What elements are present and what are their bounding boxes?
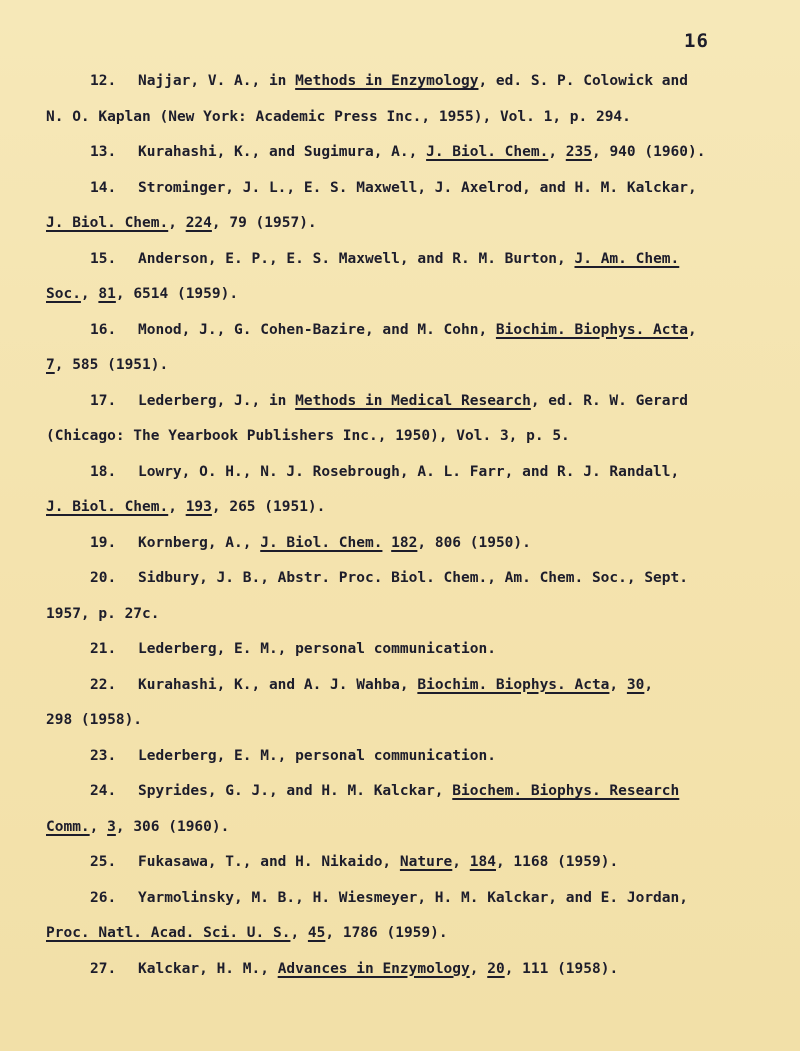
- citation-text: ,: [687, 321, 697, 338]
- underlined-citation-text: Nature: [399, 854, 453, 870]
- reference-number: 12.: [90, 73, 117, 89]
- citation-text: ,: [290, 925, 308, 941]
- citation-text: , ed. R. W. Gerard: [530, 392, 688, 409]
- citation-text: Kurahashi, K., and A. J. Wahba,: [138, 676, 418, 693]
- citation-text: Spyrides, G. J., and H. M. Kalckar,: [138, 783, 453, 799]
- reference-number: 22.: [90, 676, 117, 693]
- reference-line: [46, 455, 758, 491]
- citation-text: , 806 (1950).: [417, 534, 531, 551]
- citation-text: (Chicago: The Yearbook Publishers Inc., 1950), Vol. 3, p. 5.: [46, 428, 570, 444]
- underlined-citation-text: 235: [565, 144, 592, 160]
- reference-line: [46, 171, 758, 207]
- citation-text: , ed. S. P. Colowick and: [478, 73, 688, 89]
- underlined-citation-text: 3: [107, 818, 116, 835]
- citation-text: N. O. Kaplan (New York: Academic Press Inc., 1955), Vol. 1, p. 294.: [46, 108, 631, 125]
- underlined-citation-text: Methods in Enzymology: [295, 73, 479, 89]
- underlined-citation-text: 224: [185, 215, 212, 231]
- underlined-citation-text: Proc. Natl. Acad. Sci. U. S.: [46, 925, 291, 941]
- underlined-citation-text: 81: [98, 286, 116, 302]
- citation-text: Monod, J., G. Cohen-Bazire, and M. Cohn,: [138, 321, 496, 338]
- citation-text: 1957, p. 27c.: [46, 605, 160, 622]
- citation-text: ,: [89, 818, 108, 835]
- reference-line: [46, 135, 758, 171]
- reference-number: 20.: [90, 570, 117, 586]
- underlined-citation-text: Comm.: [46, 818, 90, 835]
- reference-line: [46, 526, 758, 562]
- reference-number: 25.: [90, 854, 117, 870]
- reference-list: [46, 64, 758, 987]
- reference-number: 27.: [90, 960, 117, 977]
- citation-text: ,: [469, 960, 488, 977]
- citation-text: , 111 (1958).: [504, 960, 619, 977]
- underlined-citation-text: Methods in Medical Research: [295, 392, 531, 409]
- citation-text: , 1786 (1959).: [325, 925, 448, 941]
- reference-line: [46, 419, 758, 455]
- citation-text: Strominger, J. L., E. S. Maxwell, J. Axelrod, and H. M. Kalckar,: [138, 179, 697, 196]
- reference-number: 13.: [90, 144, 117, 160]
- reference-number: 19.: [90, 534, 117, 551]
- citation-text: ,: [609, 676, 627, 693]
- underlined-citation-text: Soc.: [46, 286, 81, 302]
- reference-line: [46, 348, 758, 384]
- citation-text: , 79 (1957).: [211, 215, 317, 231]
- citation-text: ,: [452, 854, 470, 870]
- reference-line: [46, 206, 758, 242]
- reference-line: [46, 739, 758, 775]
- reference-line: [46, 64, 758, 100]
- reference-number: 26.: [90, 889, 117, 906]
- citation-text: [382, 535, 391, 551]
- reference-line: [46, 845, 758, 881]
- reference-number: 24.: [90, 783, 117, 799]
- reference-line: [46, 810, 758, 846]
- citation-text: Kalckar, H. M.,: [138, 960, 278, 977]
- citation-text: Lowry, O. H., N. J. Rosebrough, A. L. Farr, and R. J. Randall,: [138, 463, 680, 480]
- reference-line: [46, 242, 758, 278]
- citation-text: , 6514 (1959).: [115, 286, 239, 302]
- reference-line: [46, 952, 758, 988]
- underlined-citation-text: 193: [185, 499, 212, 515]
- underlined-citation-text: 7: [46, 357, 55, 373]
- underlined-citation-text: J. Am. Chem.: [574, 250, 680, 267]
- reference-number: 18.: [90, 463, 117, 480]
- citation-text: Fukasawa, T., and H. Nikaido,: [138, 854, 400, 870]
- reference-line: [46, 597, 758, 633]
- underlined-citation-text: Advances in Enzymology: [277, 960, 470, 977]
- underlined-citation-text: Biochim. Biophys. Acta: [495, 321, 688, 338]
- citation-text: Lederberg, E. M., personal communication.: [138, 641, 496, 657]
- reference-line: [46, 384, 758, 420]
- reference-number: 17.: [90, 392, 117, 409]
- citation-text: Lederberg, E. M., personal communication.: [138, 747, 496, 764]
- citation-text: 298 (1958).: [46, 712, 143, 728]
- citation-text: , 585 (1951).: [54, 357, 169, 373]
- underlined-citation-text: J. Biol. Chem.: [46, 215, 169, 231]
- citation-text: , 940 (1960).: [591, 144, 706, 160]
- reference-line: [46, 561, 758, 597]
- reference-line: [46, 490, 758, 526]
- underlined-citation-text: J. Biol. Chem.: [46, 499, 169, 515]
- underlined-citation-text: 20: [487, 960, 505, 977]
- underlined-citation-text: Biochim. Biophys. Acta: [417, 676, 610, 693]
- reference-line: [46, 277, 758, 313]
- citation-text: Najjar, V. A., in: [138, 73, 296, 89]
- citation-text: , 1168 (1959).: [495, 854, 619, 870]
- underlined-citation-text: 30: [626, 676, 645, 693]
- citation-text: ,: [644, 676, 654, 693]
- underlined-citation-text: 182: [391, 534, 418, 551]
- reference-line: [46, 668, 758, 704]
- citation-text: ,: [168, 499, 186, 515]
- reference-line: [46, 881, 758, 917]
- citation-text: Yarmolinsky, M. B., H. Wiesmeyer, H. M. Kalckar, and E. Jordan,: [138, 889, 688, 906]
- citation-text: ,: [168, 215, 186, 231]
- underlined-citation-text: 45: [307, 925, 326, 941]
- reference-number: 23.: [90, 747, 117, 764]
- reference-line: [46, 774, 758, 810]
- reference-number: 16.: [90, 321, 117, 338]
- reference-line: [46, 632, 758, 668]
- citation-text: Lederberg, J., in: [138, 392, 296, 409]
- reference-line: [46, 916, 758, 952]
- citation-text: , 265 (1951).: [211, 499, 326, 515]
- reference-line: [46, 703, 758, 739]
- underlined-citation-text: J. Biol. Chem.: [426, 144, 549, 160]
- reference-number: 15.: [90, 250, 117, 267]
- citation-text: ,: [548, 144, 566, 160]
- citation-text: Kornberg, A.,: [138, 534, 261, 551]
- reference-line: [46, 100, 758, 136]
- citation-text: ,: [80, 286, 99, 302]
- citation-text: , 306 (1960).: [115, 818, 230, 835]
- reference-number: 14.: [90, 179, 117, 196]
- citation-text: Sidbury, J. B., Abstr. Proc. Biol. Chem., Am. Chem. Soc., Sept.: [138, 570, 688, 586]
- reference-number: 21.: [90, 641, 117, 657]
- underlined-citation-text: Biochem. Biophys. Research: [452, 783, 680, 799]
- citation-text: Kurahashi, K., and Sugimura, A.,: [138, 144, 427, 160]
- underlined-citation-text: 184: [469, 854, 496, 870]
- citation-text: Anderson, E. P., E. S. Maxwell, and R. M. Burton,: [138, 250, 575, 267]
- underlined-citation-text: J. Biol. Chem.: [260, 534, 383, 551]
- reference-line: [46, 313, 758, 349]
- page-number: 16: [684, 30, 709, 52]
